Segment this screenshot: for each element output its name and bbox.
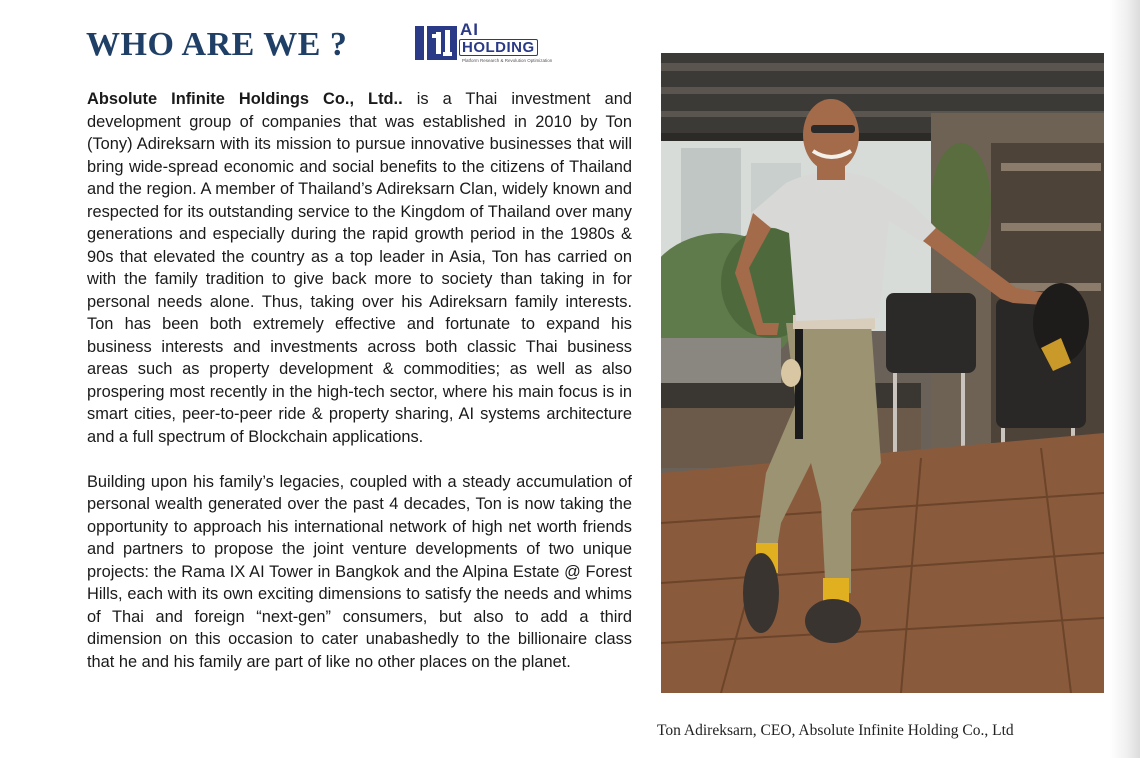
- logo-holding-text: HOLDING: [459, 39, 538, 56]
- paragraph-intro-text: is a Thai investment and development group of companies that was established in 2010 by Ton (Tony) Adireksarn with its mission to pursue innovative businesses that will bring wide-spread economic and social benefits to the citizens of Thailand and the region. A member of Thailand’s Adireksarn Clan, widely known and respected for its outstanding service to the Kingdom of Thailand over many generations and especially during the rapid growth period in the 1980s & 90s that elevated the country as a top leader in Asia, Ton has carried on with the family tradition to give back more to society than taking in for personal needs alone. Thus, taking over his Adireksarn family interests. Ton has been both extremely effective and fortunate to expand his business interests and investments across both classic Thai business areas such as property development & commodities; as well as also prospering most recently in the high-tech sector, where his main focus is in smart cities, peer-to-peer ride & property sharing, AI systems architecture and a full spectrum of Blockchain applications.: [87, 90, 632, 446]
- company-name: Absolute Infinite Holdings Co., Ltd..: [87, 90, 403, 108]
- body-text: [87, 88, 632, 696]
- paragraph-projects: Building upon his family’s legacies, coupled with a steady accumulation of personal wealth generated over the past 4 decades, Ton is now taking the opportunity to approach his international network of high net worth friends and partners to propose the joint venture developments of two unique projects: the Rama IX AI Tower in Bangkok and the Alpina Estate @ Forest Hills, each with its own exciting dimensions to satisfy the needs and whims of Thai and foreign “next-gen” consumers, but also to add a third dimension on this occasion to cater unabashedly to the billionaire class that he and his family are part of like no other places on the planet.: [87, 472, 632, 671]
- logo-tagline: Platform Research & Revolution Optimization: [462, 58, 553, 63]
- paragraph-intro: [87, 88, 632, 448]
- ceo-photo-illustration: [661, 53, 1104, 693]
- photo-caption: Ton Adireksarn, CEO, Absolute Infinite Holding Co., Ltd: [657, 722, 1014, 739]
- page-edge-shadow: [1110, 0, 1140, 758]
- page-title: WHO ARE WE ?: [86, 26, 348, 63]
- logo-mark-icon: [414, 22, 458, 64]
- logo-ai-text: AI: [460, 20, 479, 39]
- company-logo: [414, 20, 579, 66]
- ceo-photo: [661, 53, 1104, 693]
